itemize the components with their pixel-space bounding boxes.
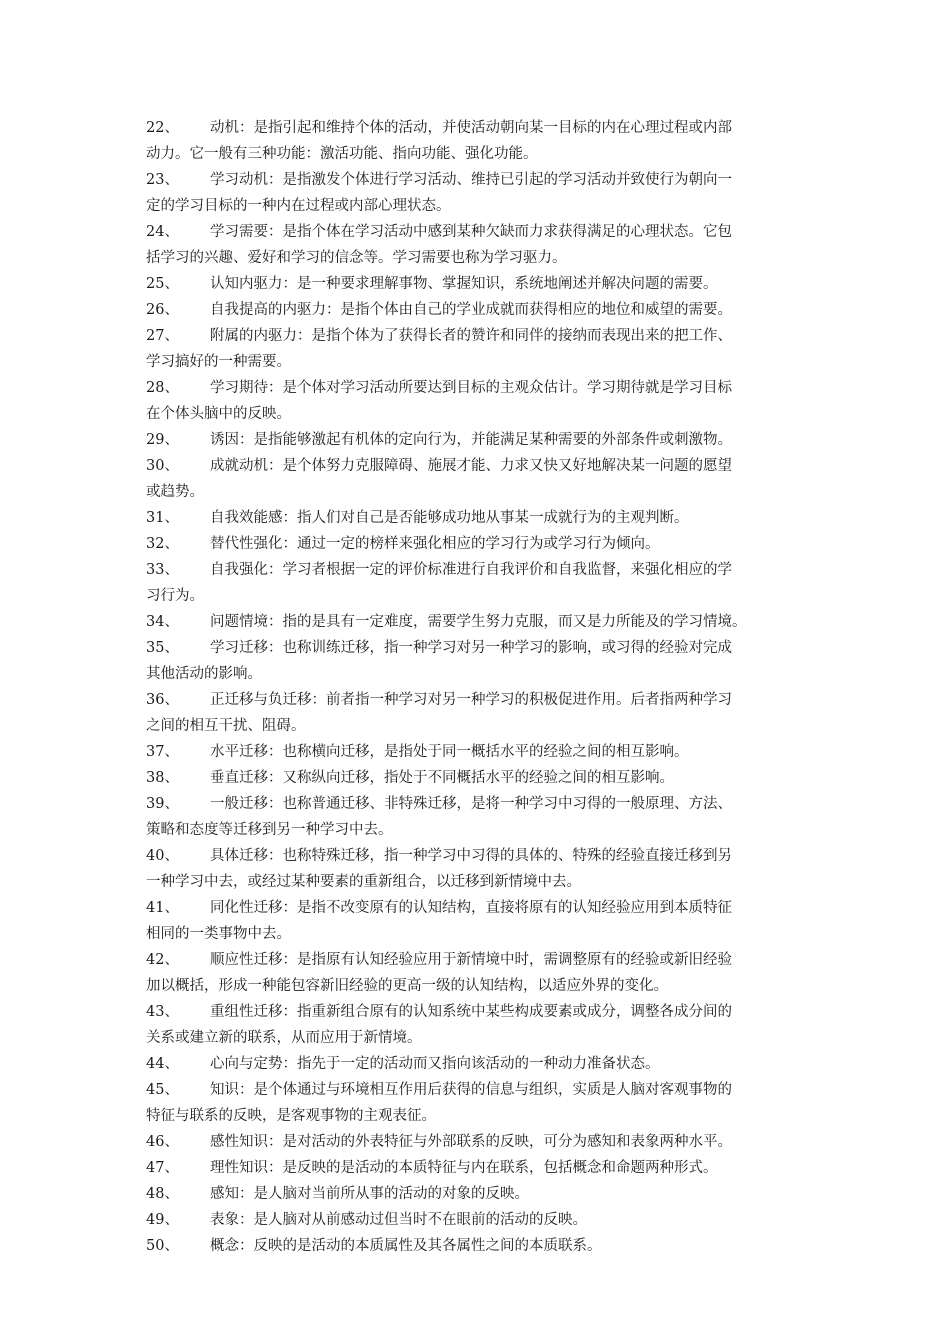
entry-number: 46、 [146, 1134, 179, 1150]
definition-line [146, 479, 810, 505]
definition-text: 动机：是指引起和维持个体的活动，并使活动朝向某一目标的内在心理过程或内部 [210, 120, 732, 136]
definition-text: 之间的相互干扰、阻碍。 [146, 718, 306, 734]
definition-text: 正迁移与负迁移：前者指一种学习对另一种学习的积极促进作用。后者指两种学习 [210, 692, 732, 708]
definition-text: 相同的一类事物中去。 [146, 926, 291, 942]
entry-number: 29、 [146, 432, 179, 448]
definition-entry [146, 1207, 810, 1233]
entry-number: 24、 [146, 224, 179, 240]
entry-number: 27、 [146, 328, 179, 344]
entry-number: 49、 [146, 1212, 179, 1228]
definition-line [146, 323, 810, 349]
entry-number: 32、 [146, 536, 179, 552]
definition-line [146, 635, 810, 661]
definition-line [146, 1233, 810, 1259]
definition-entry [146, 843, 810, 895]
definition-text: 学习期待：是个体对学习活动所要达到目标的主观众估计。学习期待就是学习目标 [210, 380, 732, 396]
entry-number: 40、 [146, 848, 179, 864]
definition-entry [146, 1051, 810, 1077]
definition-line [146, 869, 810, 895]
definition-line [146, 141, 810, 167]
definition-line [146, 999, 810, 1025]
entry-number: 42、 [146, 952, 179, 968]
definition-line [146, 583, 810, 609]
entry-number: 26、 [146, 302, 179, 318]
entry-number: 39、 [146, 796, 179, 812]
definition-text: 理性知识：是反映的是活动的本质特征与内在联系，包括概念和命题两种形式。 [210, 1160, 718, 1176]
definition-text: 或趋势。 [146, 484, 204, 500]
definition-line [146, 895, 810, 921]
definition-text: 概念：反映的是活动的本质属性及其各属性之间的本质联系。 [210, 1238, 602, 1254]
definition-text: 顺应性迁移：是指原有认知经验应用于新情境中时，需调整原有的经验或新旧经验 [210, 952, 732, 968]
entry-number: 48、 [146, 1186, 179, 1202]
definition-line [146, 765, 810, 791]
definition-text: 一般迁移：也称普通迁移、非特殊迁移，是将一种学习中习得的一般原理、方法、 [210, 796, 732, 812]
definition-text: 特征与联系的反映，是客观事物的主观表征。 [146, 1108, 436, 1124]
definition-entry [146, 557, 810, 609]
definition-entry [146, 1155, 810, 1181]
definition-line [146, 791, 810, 817]
definition-line [146, 687, 810, 713]
entry-number: 43、 [146, 1004, 179, 1020]
definition-text: 诱因：是指能够激起有机体的定向行为，并能满足某种需要的外部条件或刺激物。 [210, 432, 732, 448]
definition-text: 问题情境：指的是具有一定难度，需要学生努力克服，而又是力所能及的学习情境。 [210, 614, 747, 630]
definition-text: 成就动机：是个体努力克服障碍、施展才能、力求又快又好地解决某一问题的愿望 [210, 458, 732, 474]
entry-number: 31、 [146, 510, 179, 526]
definition-line [146, 1181, 810, 1207]
definition-text: 自我效能感：指人们对自己是否能够成功地从事某一成就行为的主观判断。 [210, 510, 689, 526]
definition-line [146, 297, 810, 323]
definition-entry [146, 375, 810, 427]
definition-text: 表象：是人脑对从前感动过但当时不在眼前的活动的反映。 [210, 1212, 587, 1228]
definition-line [146, 661, 810, 687]
definition-list [146, 115, 810, 1259]
definition-text: 自我提高的内驱力：是指个体由自己的学业成就而获得相应的地位和威望的需要。 [210, 302, 732, 318]
definition-line [146, 1051, 810, 1077]
definition-text: 其他活动的影响。 [146, 666, 262, 682]
definition-text: 具体迁移：也称特殊迁移，指一种学习中习得的具体的、特殊的经验直接迁移到另 [210, 848, 732, 864]
definition-entry [146, 609, 810, 635]
definition-line [146, 271, 810, 297]
definition-entry [146, 1077, 810, 1129]
entry-number: 50、 [146, 1238, 179, 1254]
definition-text: 括学习的兴趣、爱好和学习的信念等。学习需要也称为学习驱力。 [146, 250, 567, 266]
definition-line [146, 1077, 810, 1103]
definition-entry [146, 1233, 810, 1259]
definition-line [146, 219, 810, 245]
entry-number: 47、 [146, 1160, 179, 1176]
definition-text: 垂直迁移：又称纵向迁移，指处于不同概括水平的经验之间的相互影响。 [210, 770, 674, 786]
definition-text: 习行为。 [146, 588, 204, 604]
definition-text: 替代性强化：通过一定的榜样来强化相应的学习行为或学习行为倾向。 [210, 536, 660, 552]
definition-text: 定的学习目标的一种内在过程或内部心理状态。 [146, 198, 451, 214]
definition-entry [146, 505, 810, 531]
entry-number: 25、 [146, 276, 179, 292]
definition-text: 水平迁移：也称横向迁移，是指处于同一概括水平的经验之间的相互影响。 [210, 744, 689, 760]
definition-text: 自我强化：学习者根据一定的评价标准进行自我评价和自我监督，来强化相应的学 [210, 562, 732, 578]
definition-entry [146, 271, 810, 297]
definition-line [146, 427, 810, 453]
definition-line [146, 453, 810, 479]
definition-entry [146, 323, 810, 375]
definition-entry [146, 791, 810, 843]
definition-text: 知识：是个体通过与环境相互作用后获得的信息与组织，实质是人脑对客观事物的 [210, 1082, 732, 1098]
definition-line [146, 349, 810, 375]
entry-number: 28、 [146, 380, 179, 396]
definition-entry [146, 167, 810, 219]
entry-number: 45、 [146, 1082, 179, 1098]
definition-text: 在个体头脑中的反映。 [146, 406, 291, 422]
definition-entry [146, 687, 810, 739]
definition-text: 学习搞好的一种需要。 [146, 354, 291, 370]
definition-line [146, 921, 810, 947]
definition-line [146, 817, 810, 843]
definition-line [146, 947, 810, 973]
definition-line [146, 609, 810, 635]
definition-line [146, 167, 810, 193]
definition-line [146, 1025, 810, 1051]
entry-number: 37、 [146, 744, 179, 760]
definition-line [146, 531, 810, 557]
entry-number: 38、 [146, 770, 179, 786]
entry-number: 41、 [146, 900, 179, 916]
definition-line [146, 245, 810, 271]
definition-text: 加以概括，形成一种能包容新旧经验的更高一级的认知结构，以适应外界的变化。 [146, 978, 668, 994]
definition-text: 策略和态度等迁移到另一种学习中去。 [146, 822, 393, 838]
entry-number: 35、 [146, 640, 179, 656]
entry-number: 22、 [146, 120, 179, 136]
definition-text: 心向与定势：指先于一定的活动而又指向该活动的一种动力准备状态。 [210, 1056, 660, 1072]
definition-line [146, 115, 810, 141]
definition-entry [146, 115, 810, 167]
definition-text: 附属的内驱力：是指个体为了获得长者的赞许和同伴的接纳而表现出来的把工作、 [210, 328, 732, 344]
definition-text: 感性知识：是对活动的外表特征与外部联系的反映，可分为感知和表象两种水平。 [210, 1134, 732, 1150]
definition-line [146, 713, 810, 739]
definition-line [146, 1207, 810, 1233]
entry-number: 44、 [146, 1056, 179, 1072]
definition-entry [146, 739, 810, 765]
definition-text: 重组性迁移：指重新组合原有的认知系统中某些构成要素或成分，调整各成分间的 [210, 1004, 732, 1020]
definition-entry [146, 947, 810, 999]
definition-text: 学习迁移：也称训练迁移，指一种学习对另一种学习的影响，或习得的经验对完成 [210, 640, 732, 656]
definition-line [146, 401, 810, 427]
definition-entry [146, 765, 810, 791]
definition-text: 认知内驱力：是一种要求理解事物、掌握知识，系统地阐述并解决问题的需要。 [210, 276, 718, 292]
definition-line [146, 375, 810, 401]
definition-line [146, 505, 810, 531]
definition-line [146, 1129, 810, 1155]
definition-entry [146, 427, 810, 453]
definition-entry [146, 1181, 810, 1207]
entry-number: 36、 [146, 692, 179, 708]
definition-line [146, 1155, 810, 1181]
definition-text: 一种学习中去，或经过某种要素的重新组合，以迁移到新情境中去。 [146, 874, 581, 890]
entry-number: 23、 [146, 172, 179, 188]
definition-entry [146, 297, 810, 323]
definition-entry [146, 219, 810, 271]
definition-entry [146, 635, 810, 687]
definition-line [146, 557, 810, 583]
entry-number: 33、 [146, 562, 179, 578]
definition-entry [146, 1129, 810, 1155]
entry-number: 34、 [146, 614, 179, 630]
definition-line [146, 973, 810, 999]
definition-entry [146, 999, 810, 1051]
definition-text: 学习需要：是指个体在学习活动中感到某种欠缺而力求获得满足的心理状态。它包 [210, 224, 732, 240]
definition-text: 学习动机：是指激发个体进行学习活动、维持已引起的学习活动并致使行为朝向一 [210, 172, 732, 188]
definition-text: 感知：是人脑对当前所从事的活动的对象的反映。 [210, 1186, 529, 1202]
definition-line [146, 193, 810, 219]
definition-line [146, 739, 810, 765]
definition-entry [146, 531, 810, 557]
definition-text: 动力。它一般有三种功能：激活功能、指向功能、强化功能。 [146, 146, 538, 162]
definition-line [146, 843, 810, 869]
definition-text: 关系或建立新的联系，从而应用于新情境。 [146, 1030, 422, 1046]
definition-text: 同化性迁移：是指不改变原有的认知结构，直接将原有的认知经验应用到本质特征 [210, 900, 732, 916]
definition-entry [146, 895, 810, 947]
definition-entry [146, 453, 810, 505]
entry-number: 30、 [146, 458, 179, 474]
definition-line [146, 1103, 810, 1129]
